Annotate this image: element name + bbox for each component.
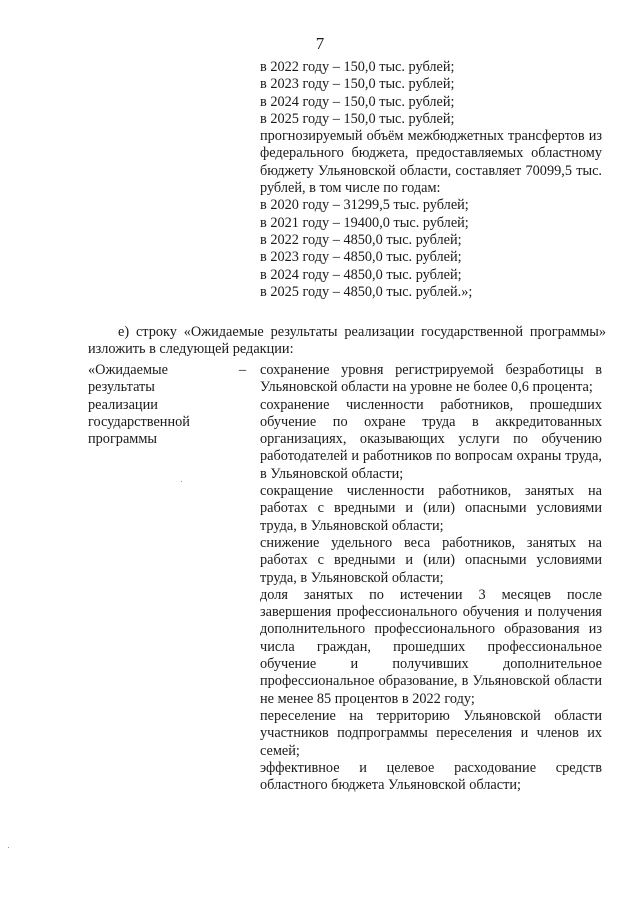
- budget-line: в 2022 году – 150,0 тыс. рублей;: [260, 59, 455, 75]
- transfer-line: в 2021 году – 19400,0 тыс. рублей;: [260, 214, 469, 231]
- result-item: сохранение уровня регистрируемой безработицы в Ульяновской области на уровне не более 0,6 процента;: [260, 362, 602, 396]
- page-number: 7: [315, 34, 325, 53]
- scan-speck: [181, 481, 182, 482]
- row-label: «Ожидаемые результаты реализации государственной программы: [88, 362, 190, 448]
- result-item: сокращение численности работников, занятых на работах с вредными и (или) опасными условиями труда, в Ульяновской области;: [260, 483, 602, 534]
- amendment-instruction: е) строку «Ожидаемые результаты реализации государственной программы» изложить в следующей редакции:: [88, 324, 606, 358]
- transfer-paragraph: прогнозируемый объём межбюджетных трансфертов из федерального бюджета, предоставляемых областному бюджету Ульяновской области, составляет 70099,5 тыс. рублей, в том числе по годам:: [260, 128, 602, 197]
- transfer-line: в 2022 году – 4850,0 тыс. рублей;: [260, 231, 462, 248]
- transfer-line: в 2024 году – 4850,0 тыс. рублей;: [260, 266, 462, 283]
- budget-continuation: [260, 59, 602, 301]
- result-item: эффективное и целевое расходование средств областного бюджета Ульяновской области;: [260, 759, 602, 794]
- transfer-line: в 2025 году – 4850,0 тыс. рублей.»;: [260, 283, 473, 300]
- transfer-line: в 2023 году – 4850,0 тыс. рублей;: [260, 249, 462, 266]
- expected-results: [260, 362, 602, 794]
- result-item: доля занятых по истечении 3 месяцев после завершения профессионального обучения и получения дополнительного профессионального образования из числа граждан, прошедших профессиональное обучение и получивших дополнительное профессиональное образование, в Ульяновской области не менее 85 процентов в 2022 году;: [260, 586, 602, 707]
- budget-line: в 2024 году – 150,0 тыс. рублей;: [260, 93, 455, 110]
- result-item: переселение на территорию Ульяновской области участников подпрограммы переселения и членов их семей;: [260, 707, 602, 759]
- result-item: сохранение численности работников, прошедших обучение по охране труда в аккредитованных организациях, оказывающих услуги по обучению работодателей и работников по вопросам охраны труда, в Ульяновской области;: [260, 396, 602, 482]
- row-dash: –: [239, 362, 247, 378]
- budget-line: в 2023 году – 150,0 тыс. рублей;: [260, 76, 455, 93]
- transfer-line: в 2020 году – 31299,5 тыс. рублей;: [260, 197, 469, 214]
- scan-speck: [8, 847, 9, 848]
- result-item: снижение удельного веса работников, занятых на работах с вредными и (или) опасными условиями труда, в Ульяновской области;: [260, 534, 602, 586]
- budget-line: в 2025 году – 150,0 тыс. рублей;: [260, 110, 455, 127]
